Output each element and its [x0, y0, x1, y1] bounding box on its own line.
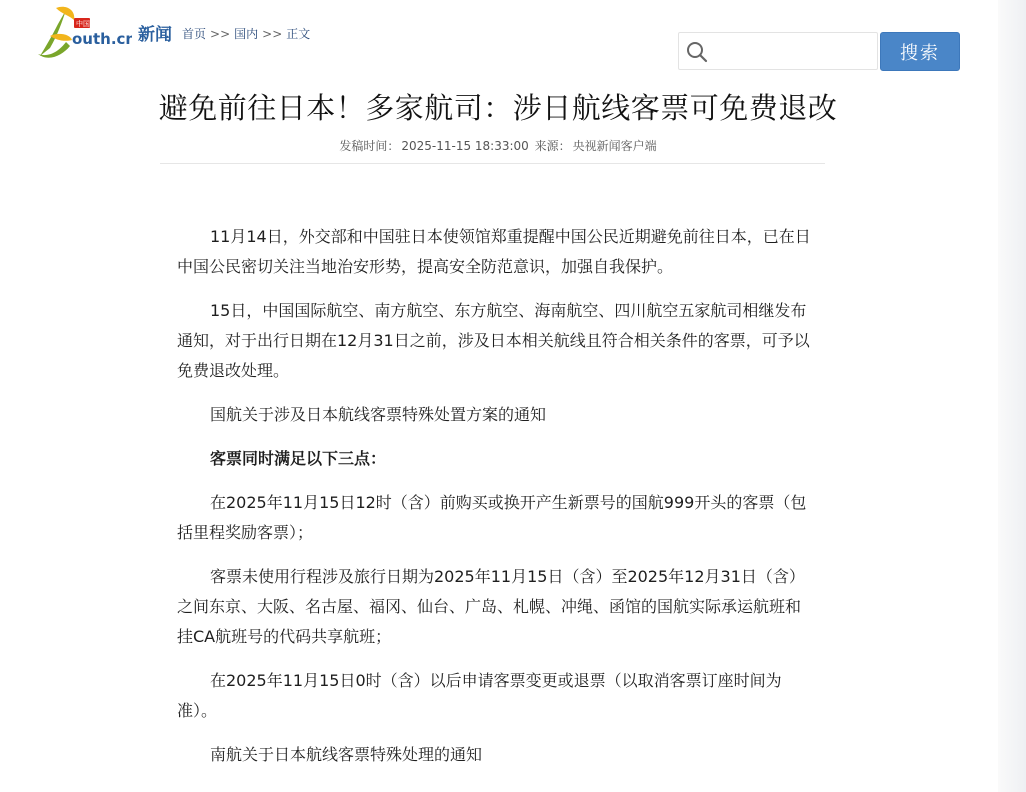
search-button[interactable]: 搜索: [880, 32, 960, 71]
search-input[interactable]: [713, 37, 875, 65]
youth-logo-icon: [36, 6, 132, 60]
meta-source-label: 来源：: [534, 139, 571, 153]
article-paragraph-bold: 客票同时满足以下三点：: [210, 449, 387, 468]
meta-source: 央视新闻客户端: [572, 139, 657, 153]
article-paragraph: 11月14日，外交部和中国驻日本使领馆郑重提醒中国公民近期避免前往日本，已在日中国公民密切关注当地治安形势，提高安全防范意识，加强自我保护。: [177, 227, 811, 276]
article-title: 避免前往日本！多家航司：涉日航线客票可免费退改: [158, 91, 838, 125]
logo-badge-text: 中国青年网: [76, 20, 111, 28]
meta-time-label: 发稿时间：: [339, 139, 400, 153]
breadcrumb-separator: >>: [262, 26, 283, 41]
logo-text: outh.cn: [72, 30, 132, 48]
article-paragraph: 国航关于涉及日本航线客票特殊处置方案的通知: [210, 405, 547, 424]
article-paragraph: 南航关于日本航线客票特殊处理的通知: [210, 745, 483, 764]
breadcrumb-separator: >>: [210, 26, 231, 41]
search-box: [678, 32, 878, 70]
breadcrumb: [182, 25, 310, 42]
section-name[interactable]: 新闻: [138, 25, 172, 45]
breadcrumb-home[interactable]: 首页: [182, 27, 207, 41]
site-logo[interactable]: [36, 6, 132, 60]
article-paragraph: 客票未使用行程涉及旅行日期为2025年11月15日（含）至2025年12月31日（含）之间东京、大阪、名古屋、福冈、仙台、广岛、札幌、冲绳、函馆的国航实际承运航班和挂CA航班号的代码共享航班；: [177, 567, 805, 646]
search-icon: [685, 40, 709, 64]
article-paragraph: 15日，中国国际航空、南方航空、东方航空、海南航空、四川航空五家航司相继发布通知，对于出行日期在12月31日之前，涉及日本相关航线且符合相关条件的客票，可予以免费退改处理。: [177, 301, 810, 380]
meta-time: 2025-11-15 18:33:00: [401, 139, 529, 153]
article-body: [177, 222, 813, 784]
breadcrumb-current: 正文: [286, 27, 311, 41]
article-paragraph: 在2025年11月15日12时（含）前购买或换开产生新票号的国航999开头的客票（包括里程奖励客票）；: [177, 493, 807, 542]
title-divider: [160, 163, 825, 164]
article-meta: [0, 137, 996, 154]
article-paragraph: 在2025年11月15日0时（含）以后申请客票变更或退票（以取消客票订座时间为准）。: [177, 671, 782, 720]
page-edge-shadow: [998, 0, 1026, 792]
breadcrumb-domestic[interactable]: 国内: [234, 27, 259, 41]
